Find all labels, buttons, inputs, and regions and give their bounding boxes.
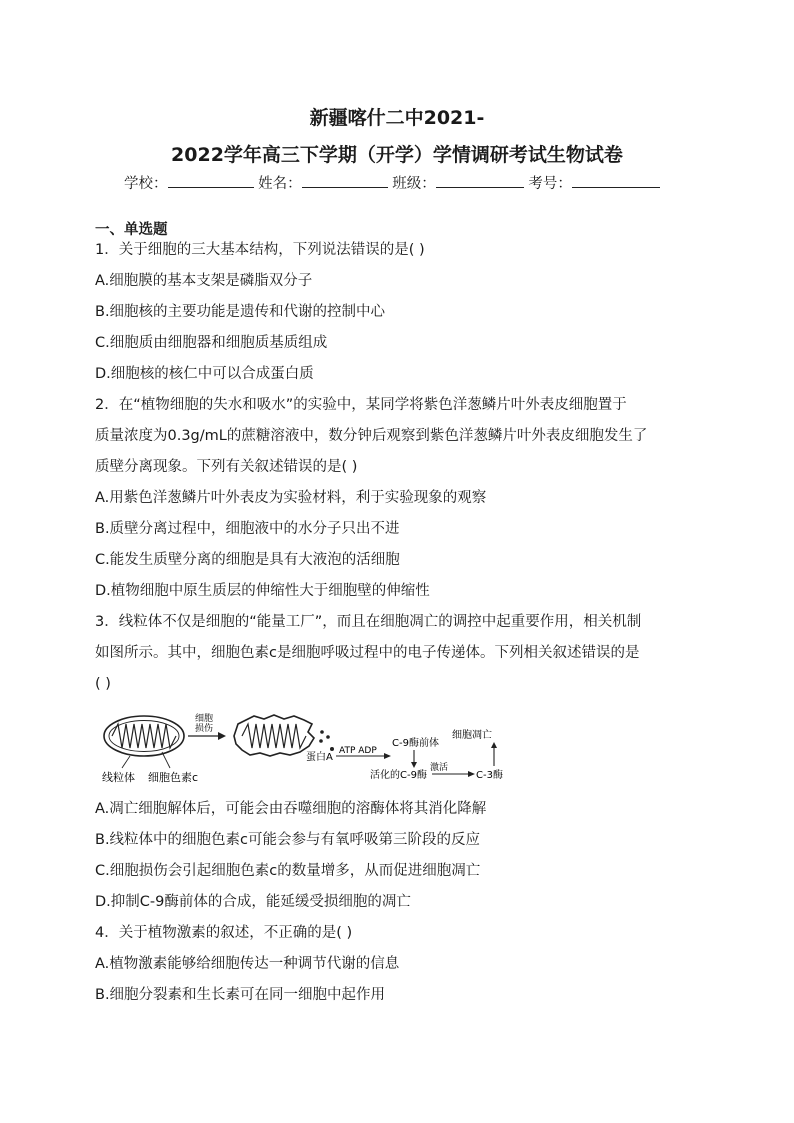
q2-option-d: D.植物细胞中原生质层的伸缩性大于细胞壁的伸缩性: [95, 583, 430, 599]
q2-option-b: B.质壁分离过程中，细胞液中的水分子只出不进: [95, 521, 400, 537]
school-field[interactable]: [168, 173, 254, 188]
cytc-dot: [319, 739, 323, 743]
damage-label-line1: 细胞: [195, 714, 214, 724]
exam-title-line2: 2022学年高三下学期（开学）学情调研考试生物试卷: [171, 144, 623, 166]
q1-option-c: C.细胞质由细胞器和细胞质基质组成: [95, 335, 328, 351]
q3-option-b: B.线粒体中的细胞色素c可能会参与有氧呼吸第三阶段的反应: [95, 832, 481, 848]
q4-option-b: B.细胞分裂素和生长素可在同一细胞中起作用: [95, 987, 386, 1003]
exam-no-label: 考号：: [528, 176, 572, 192]
cytc-dot: [320, 730, 324, 734]
q3-stem-line3: ( ): [95, 676, 111, 692]
q1-option-d: D.细胞核的核仁中可以合成蛋白质: [95, 366, 314, 382]
q1-stem: 1．关于细胞的三大基本结构，下列说法错误的是( ): [95, 242, 425, 258]
activate-label: 激活: [430, 763, 449, 773]
mitochondrion-drawing-1: [104, 716, 184, 756]
school-label: 学校：: [124, 176, 168, 192]
mito-pointer: [122, 756, 130, 768]
q1-option-b: B.细胞核的主要功能是遗传和代谢的控制中心: [95, 304, 386, 320]
q3-option-a: A.凋亡细胞解体后，可能会由吞噬细胞的溶酶体将其消化降解: [95, 801, 487, 817]
class-field[interactable]: [436, 173, 524, 188]
apoptosis-label: 细胞凋亡: [452, 730, 492, 741]
class-label: 班级：: [392, 176, 436, 192]
protein-a-dot: [330, 747, 334, 751]
c9-precursor-label: C-9酶前体: [392, 738, 439, 749]
mitochondrion-drawing-2: [234, 715, 314, 756]
name-label: 姓名：: [258, 176, 302, 192]
q2-stem-line3: 质壁分离现象。下列有关叙述错误的是( ): [95, 459, 358, 475]
student-info-row: [124, 172, 660, 193]
apoptosis-arrowhead: [491, 742, 497, 748]
exam-no-field[interactable]: [572, 173, 660, 188]
damage-arrowhead: [218, 732, 226, 740]
activate-arrowhead: [468, 771, 475, 777]
mitochondrion-label: 线粒体: [102, 771, 135, 784]
cytc-pointer: [162, 752, 170, 768]
q2-option-c: C.能发生质壁分离的细胞是具有大液泡的活细胞: [95, 552, 400, 568]
atp-arrowhead: [384, 753, 391, 759]
atp-adp-label: ATP ADP: [339, 746, 377, 756]
q4-option-a: A.植物激素能够给细胞传达一种调节代谢的信息: [95, 956, 400, 972]
q3-option-d: D.抑制C-9酶前体的合成，能延缓受损细胞的凋亡: [95, 894, 411, 910]
damage-label-line2: 损伤: [195, 724, 214, 734]
active-c9-label: 活化的C-9酶: [370, 770, 427, 781]
q2-option-a: A.用紫色洋葱鳞片叶外表皮为实验材料，利于实验现象的观察: [95, 490, 487, 506]
q2-stem-line2: 质量浓度为0.3g/mL的蔗糖溶液中，数分钟后观察到紫色洋葱鳞片叶外表皮细胞发生了: [95, 428, 648, 444]
q4-stem: 4．关于植物激素的叙述，不正确的是( ): [95, 925, 353, 941]
q3-option-c: C.细胞损伤会引起细胞色素c的数量增多，从而促进细胞凋亡: [95, 863, 481, 879]
protein-a-label: 蛋白A: [306, 752, 333, 763]
section-heading: 一、单选题: [95, 222, 168, 238]
cytochrome-c-label: 细胞色素c: [148, 771, 199, 784]
q3-stem-line1: 3．线粒体不仅是细胞的“能量工厂”，而且在细胞凋亡的调控中起重要作用，相关机制: [95, 614, 642, 630]
cytc-dot: [326, 735, 330, 739]
q3-stem-line2: 如图所示。其中，细胞色素c是细胞呼吸过程中的电子传递体。下列相关叙述错误的是: [95, 645, 640, 661]
q2-stem-line1: 2．在“植物细胞的失水和吸水”的实验中，某同学将紫色洋葱鳞片叶外表皮细胞置于: [95, 397, 627, 413]
name-field[interactable]: [302, 173, 388, 188]
precursor-arrowhead: [411, 762, 417, 768]
exam-title-line1: 新疆喀什二中2021-: [309, 107, 485, 129]
apoptosis-mechanism-figure: [100, 708, 520, 790]
c3-label: C-3酶: [476, 770, 503, 781]
q1-option-a: A.细胞膜的基本支架是磷脂双分子: [95, 273, 313, 289]
